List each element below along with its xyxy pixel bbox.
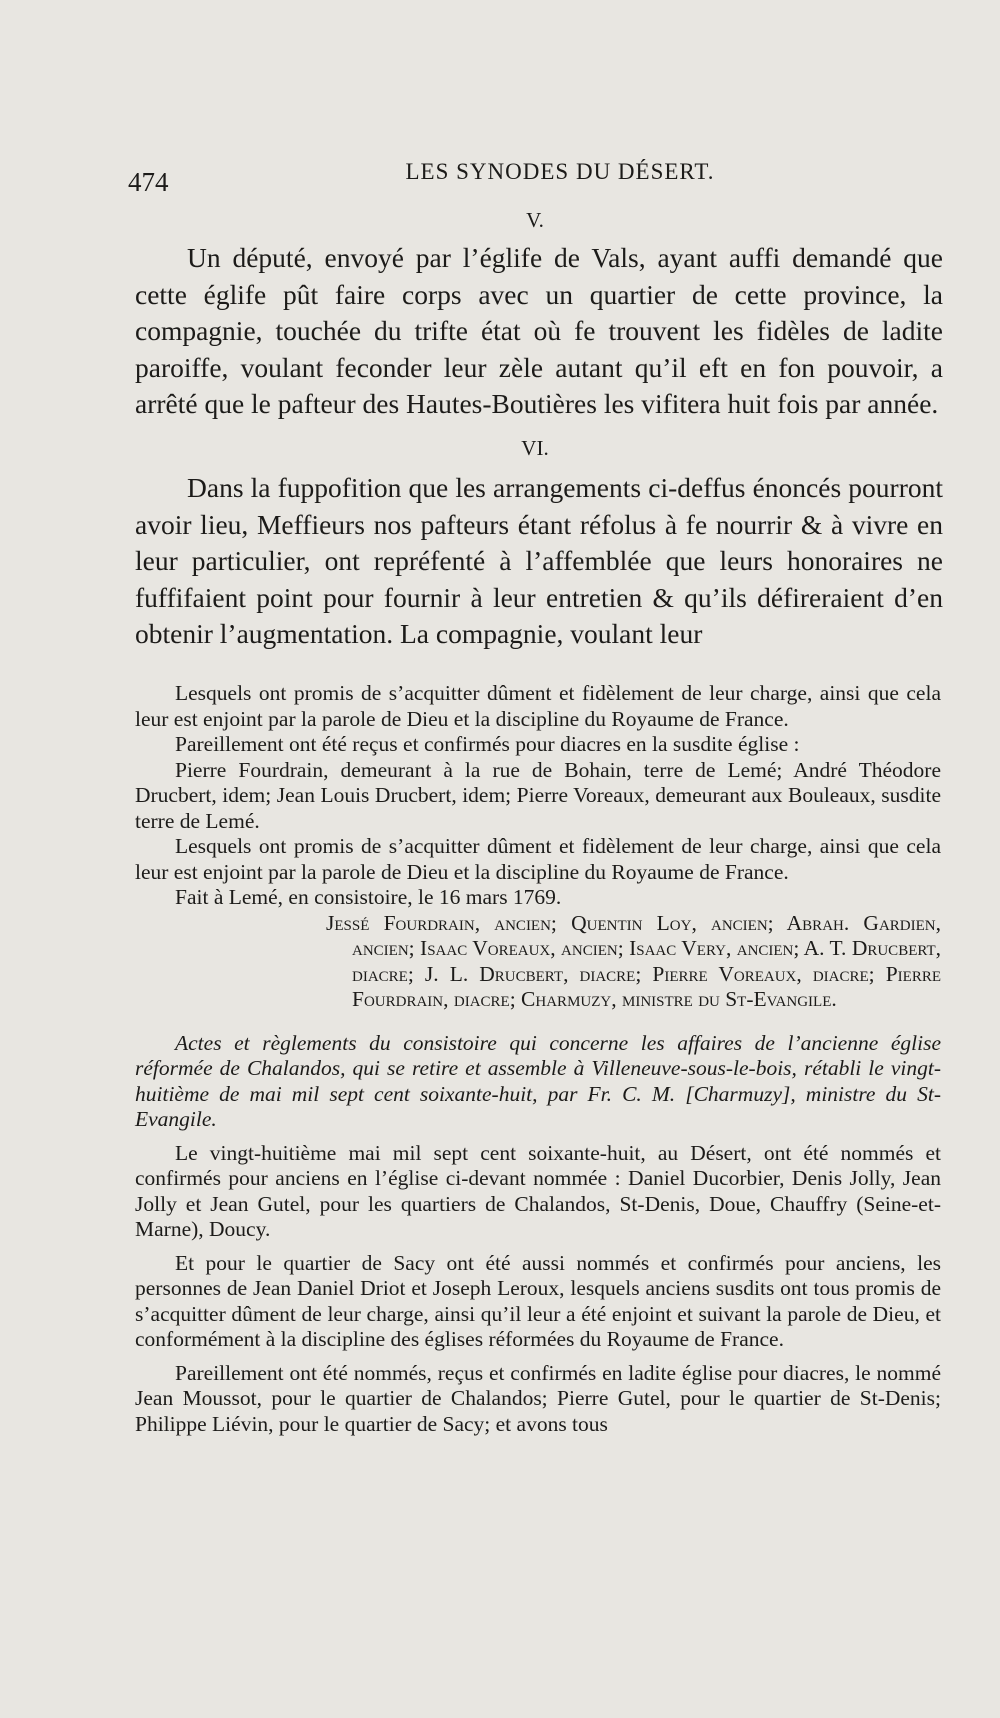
note-dateline: Fait à Lemé, en consistoire, le 16 mars 1769. [175,885,562,909]
footnotes [135,681,941,1437]
note-paragraph: Pierre Fourdrain, demeurant à la rue de Bohain, terre de Lemé; André Théodore Drucbert, idem; Jean Louis Drucbert, idem; Pierre Voreaux, demeurant aux Bouleaux, susdite terre de Lemé. [135,757,941,833]
section-heading-v: V. [526,208,544,232]
section-text-v: Un député, envoyé par l’églife de Vals, ayant auffi demandé que cette églife pût faire corps avec un quartier de cette province, la compagnie, touchée du trifte état où fe trouvent les fidèles de ladite paroiffe, voulant feconder leur zèle autant qu’il eft en fon pouvoir, a arrêté que le pafteur des Hautes-Boutières les vifitera huit fois par année. [135,242,943,419]
page-header [128,153,942,197]
section-heading-vi: VI. [521,436,549,460]
acts-title: Actes et règlements du consistoire qui concerne les affaires de l’ancienne église réformée de Chalandos, qui se retire et assemble à Villeneuve-sous-le-bois, rétabli le vingt-huitième de mai mil sept cent soixante-huit, par Fr. C. M. [Charmuzy], ministre du St-Evangile. [135,1030,941,1131]
note-paragraph: Le vingt-huitième mai mil sept cent soixante-huit, au Désert, ont été nommés et confirmés pour anciens en l’église ci-devant nommée : Daniel Ducorbier, Denis Jolly, Jean Jolly et Jean Gutel, pour les quartiers de Chalandos, St-Denis, Doue, Chauffry (Seine-et-Marne), Doucy. [135,1140,941,1241]
note-paragraph: Et pour le quartier de Sacy ont été aussi nommés et confirmés pour anciens, les personnes de Jean Daniel Driot et Joseph Leroux, lesquels anciens susdits ont tous promis de s’acquitter dûment de leur charge, ainsi qu’il leur a été enjoint et suivant la parole de Dieu, et conformément à la discipline des églises réformées du Royaume de France. [135,1250,941,1351]
signature-block: Jessé Fourdrain, ancien; Quentin Loy, ancien; Abrah. Gardien, ancien; Isaac Voreaux, ancien; Isaac Very, ancien; A. T. Drucbert, diacre; J. L. Drucbert, diacre; Pierre Voreaux, diacre; Pierre Fourdrain, diacre; Charmuzy, ministre du St-Evangile. [326,910,941,1011]
note-paragraph: Lesquels ont promis de s’acquitter dûment et fidèlement de leur charge, ainsi que cela leur est enjoint par la parole de Dieu et la discipline du Royaume de France. [135,681,941,731]
note-paragraph: Lesquels ont promis de s’acquitter dûment et fidèlement de leur charge, ainsi que cela leur est enjoint par la parole de Dieu et la discipline du Royaume de France. [135,834,941,884]
section-text-vi: Dans la fuppofition que les arrangements ci-deffus énoncés pourront avoir lieu, Meffieurs nos pafteurs étant réfolus à fe nourrir & à vivre en leur particulier, ont repréfenté à l’affemblée que leurs honoraires ne fuffifaient point pour fournir à leur entretien & qu’ils défireraient d’en obtenir l’augmentation. La compagnie, voulant leur [135,472,943,649]
note-paragraph: Pareillement ont été nommés, reçus et confirmés en ladite église pour diacres, le nommé Jean Moussot, pour le quartier de Chalandos; Pierre Gutel, pour le quartier de St-Denis; Philippe Liévin, pour le quartier de Sacy; et avons tous [135,1360,941,1436]
page-number: 474 [128,167,169,197]
running-title: LES SYNODES DU DÉSERT. [405,159,715,184]
note-paragraph: Pareillement ont été reçus et confirmés pour diacres en la susdite église : [175,732,800,756]
